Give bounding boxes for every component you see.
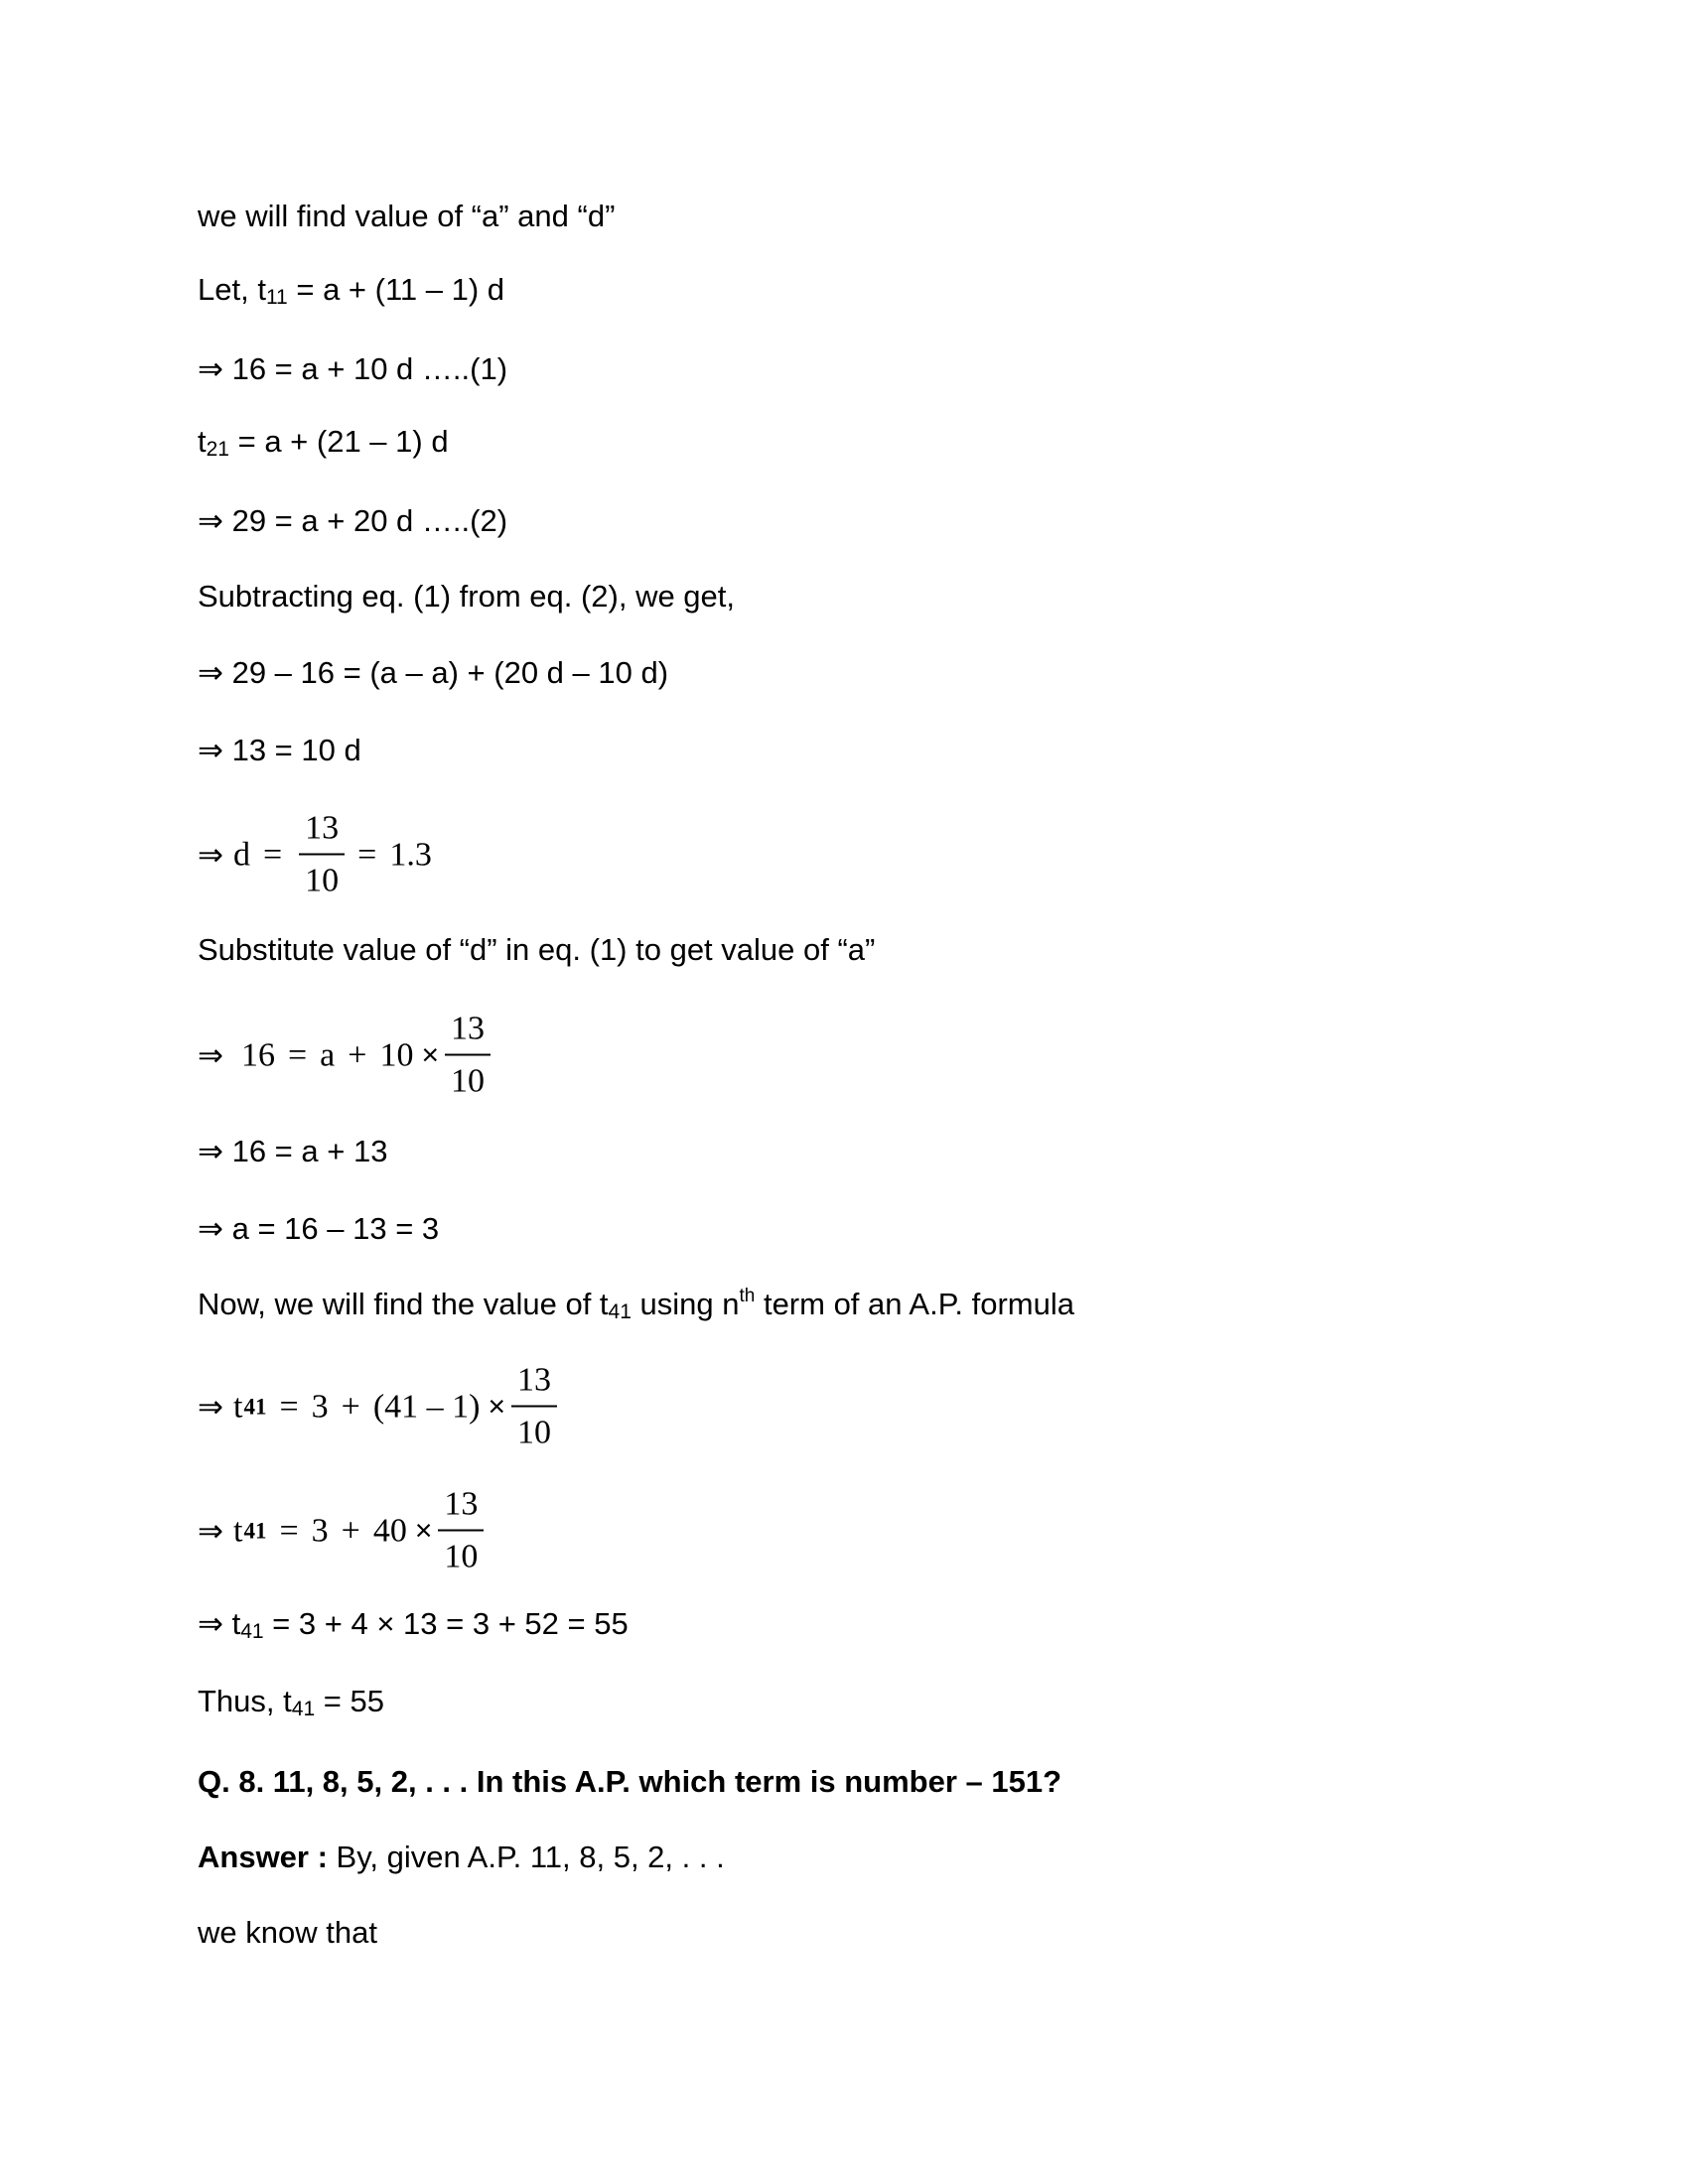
- numerator: 13: [305, 809, 340, 847]
- result: 1.3: [389, 836, 432, 873]
- text: = 3 + 4 × 13 = 3 + 52 = 55: [263, 1606, 629, 1641]
- equation-t11: [198, 270, 504, 318]
- equation-d-fraction: [198, 811, 432, 899]
- implies-symbol: ⇒: [198, 1513, 223, 1548]
- implies-symbol: ⇒: [198, 1389, 223, 1424]
- numerator: 13: [444, 1485, 479, 1523]
- variable-t: t: [232, 1512, 243, 1549]
- implies-symbol: ⇒: [198, 837, 223, 872]
- text: = a + (21 – 1) d: [228, 424, 449, 459]
- subscript: 41: [240, 1620, 264, 1643]
- equals: =: [279, 1512, 299, 1549]
- equals: =: [357, 836, 377, 873]
- denominator: 10: [444, 1538, 479, 1575]
- numerator: 13: [450, 1010, 485, 1047]
- lhs: 16: [240, 1036, 275, 1073]
- coefficient: 10: [379, 1036, 414, 1073]
- equation-1: ⇒ 16 = a + 10 d …..(1): [198, 351, 508, 386]
- text-line: [198, 1277, 1074, 1332]
- question-heading: Q. 8. 11, 8, 5, 2, . . . In this A.P. which term is number – 151?: [198, 1764, 1062, 1799]
- answer-label: Answer :: [198, 1840, 328, 1874]
- fraction-bar: [438, 1530, 484, 1532]
- subscript: 41: [243, 1394, 267, 1419]
- equation-13: ⇒ 13 = 10 d: [198, 733, 361, 767]
- equation-a-13: ⇒ 16 = a + 13: [198, 1134, 388, 1168]
- answer-text: By, given A.P. 11, 8, 5, 2, . . .: [327, 1840, 725, 1874]
- first-term: 3: [311, 1388, 329, 1425]
- times: ×: [414, 1514, 433, 1547]
- superscript: th: [739, 1286, 756, 1306]
- numerator: 13: [517, 1361, 551, 1399]
- equation-a-substitution: [198, 1012, 491, 1100]
- text-line: we will find value of “a” and “d”: [198, 199, 616, 233]
- subscript: 41: [291, 1698, 316, 1720]
- fraction-bar: [445, 1054, 491, 1056]
- equation-t41-result: [198, 1604, 629, 1652]
- text: = 55: [315, 1684, 384, 1718]
- plus: +: [341, 1388, 360, 1425]
- text: Thus, t: [198, 1684, 292, 1718]
- variable-d: d: [232, 836, 250, 873]
- fraction: [511, 1363, 557, 1451]
- denominator: 10: [450, 1062, 485, 1100]
- denominator: 10: [517, 1414, 551, 1451]
- text-line: we know that: [198, 1915, 377, 1950]
- fraction-bar: [511, 1406, 557, 1408]
- implies-symbol: ⇒: [198, 1037, 223, 1072]
- denominator: 10: [305, 862, 340, 899]
- variable-t: t: [232, 1388, 243, 1425]
- times: ×: [421, 1038, 439, 1071]
- equation-t41-step: [198, 1487, 484, 1575]
- subscript: 11: [265, 286, 288, 309]
- subscript: 41: [243, 1518, 267, 1543]
- equals: =: [287, 1036, 308, 1073]
- times: ×: [488, 1390, 505, 1423]
- equation-subtract: ⇒ 29 – 16 = (a – a) + (20 d – 10 d): [198, 655, 669, 690]
- text: Let, t: [198, 272, 266, 307]
- conclusion: [198, 1682, 384, 1729]
- fraction-bar: [299, 854, 345, 856]
- answer-line: [198, 1838, 725, 1877]
- parenthetical: (41 – 1): [372, 1388, 481, 1425]
- first-term: 3: [311, 1512, 329, 1549]
- text: Now, we will find the value of t: [198, 1287, 609, 1321]
- equation-a-value: ⇒ a = 16 – 13 = 3: [198, 1211, 440, 1246]
- text: = a + (11 – 1) d: [287, 272, 505, 307]
- subscript: 21: [206, 438, 229, 461]
- plus: +: [341, 1512, 360, 1549]
- text: ⇒ t: [198, 1606, 241, 1641]
- coefficient: 40: [372, 1512, 407, 1549]
- subscript: 41: [608, 1300, 632, 1323]
- variable-a: a: [320, 1036, 336, 1073]
- equation-t21: [198, 422, 449, 470]
- fraction: [299, 811, 345, 899]
- text: using n: [631, 1287, 740, 1321]
- equation-2: ⇒ 29 = a + 20 d …..(2): [198, 503, 508, 538]
- fraction: [438, 1487, 484, 1575]
- text-line: Substitute value of “d” in eq. (1) to get value of “a”: [198, 932, 876, 967]
- text: term of an A.P. formula: [755, 1287, 1074, 1321]
- text: t: [198, 424, 207, 459]
- equals: =: [262, 836, 283, 873]
- equals: =: [279, 1388, 299, 1425]
- text-line: Subtracting eq. (1) from eq. (2), we get,: [198, 579, 736, 614]
- plus: +: [348, 1036, 367, 1073]
- equation-t41-formula: [198, 1363, 557, 1451]
- fraction: [445, 1012, 491, 1100]
